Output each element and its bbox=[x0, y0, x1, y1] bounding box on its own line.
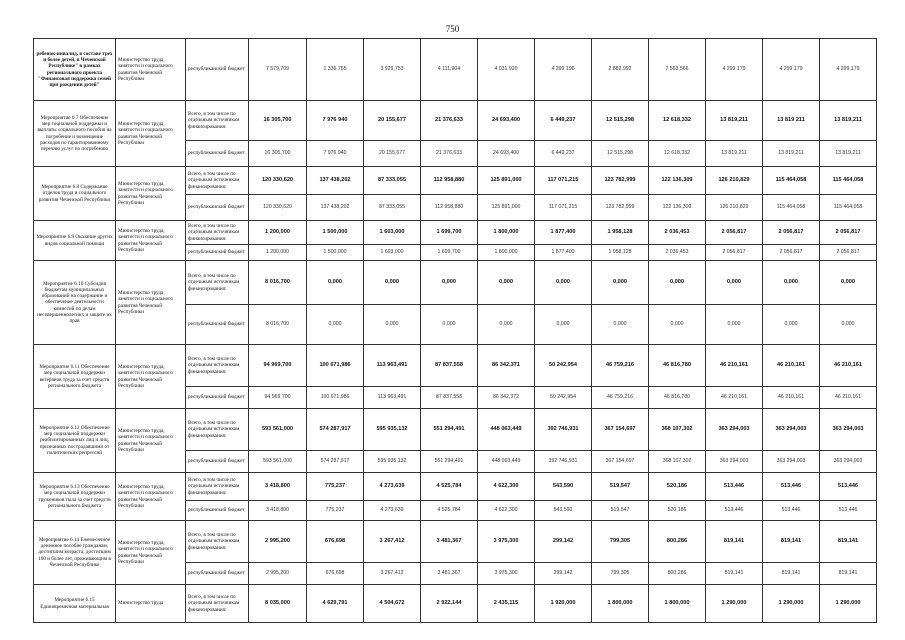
amount-cell: 819,141 bbox=[706, 563, 763, 585]
amount-cell: 7 976 940 bbox=[307, 141, 364, 167]
amount-cell: 94 969,700 bbox=[249, 387, 307, 409]
amount-cell: 1 800,000 bbox=[649, 585, 706, 623]
amount-cell: 1 336 765 bbox=[307, 39, 364, 101]
executor-cell: Министерство труда, занятости и социального развития Чеченской Республики bbox=[116, 473, 186, 521]
table-row bbox=[34, 101, 877, 141]
amount-cell: 0,000 bbox=[706, 261, 763, 305]
amount-cell: 4 525,784 bbox=[421, 473, 478, 501]
amount-cell: 86 342,372 bbox=[478, 387, 535, 409]
amount-cell: 800,286 bbox=[649, 563, 706, 585]
amount-cell: 13 819 211 bbox=[763, 101, 820, 141]
amount-cell: 0,000 bbox=[421, 261, 478, 305]
amount-cell: 775,237 bbox=[307, 501, 364, 521]
amount-cell: 13 819,211 bbox=[820, 101, 877, 141]
amount-cell: 2 036,453 bbox=[649, 245, 706, 261]
amount-cell: 87 333,055 bbox=[364, 167, 421, 195]
amount-cell: 112 958,880 bbox=[421, 195, 478, 221]
amount-cell: 1 603,000 bbox=[364, 245, 421, 261]
amount-cell: 112 958,880 bbox=[421, 167, 478, 195]
amount-cell: 513,446 bbox=[706, 473, 763, 501]
event-cell: Мероприятие 6.14 Ежемесячное денежное пособие гражданам, достигшим возраста, достигшим 100 и более лет, проживающим в Чеченской Республике bbox=[34, 521, 116, 585]
amount-cell: 122 136,309 bbox=[649, 167, 706, 195]
amount-cell: 595 935,132 bbox=[364, 451, 421, 473]
amount-cell: 4 525,784 bbox=[421, 501, 478, 521]
amount-cell: 4 504,672 bbox=[364, 585, 421, 623]
amount-cell: 12 618,332 bbox=[649, 101, 706, 141]
amount-cell: 368 107,302 bbox=[649, 451, 706, 473]
amount-cell: 16 305,700 bbox=[249, 141, 307, 167]
amount-cell: 819,141 bbox=[706, 521, 763, 563]
amount-cell: 392 746,931 bbox=[535, 451, 592, 473]
amount-cell: 0,000 bbox=[421, 305, 478, 345]
amount-cell: 21 376,633 bbox=[421, 101, 478, 141]
amount-cell: 46 210,161 bbox=[706, 387, 763, 409]
amount-cell: 87 837,558 bbox=[421, 387, 478, 409]
amount-cell: 1 500,000 bbox=[307, 245, 364, 261]
amount-cell: 363 294,003 bbox=[820, 409, 877, 451]
funding-source-cell: республиканский бюджет bbox=[186, 245, 249, 261]
page-number: 750 bbox=[445, 24, 460, 34]
amount-cell: 593 561,000 bbox=[249, 409, 307, 451]
amount-cell: 799,305 bbox=[592, 563, 649, 585]
amount-cell: 0,000 bbox=[535, 261, 592, 305]
amount-cell: 115 464,058 bbox=[820, 167, 877, 195]
amount-cell: 3 418,800 bbox=[249, 501, 307, 521]
amount-cell: 12 515,298 bbox=[592, 101, 649, 141]
amount-cell: 574 287,917 bbox=[307, 451, 364, 473]
amount-cell: 7 579,709 bbox=[249, 39, 307, 101]
amount-cell: 46 759,216 bbox=[592, 387, 649, 409]
amount-cell: 4 299 179 bbox=[763, 39, 820, 101]
funding-source-cell: республиканский бюджет bbox=[186, 141, 249, 167]
amount-cell: 4 111,904 bbox=[421, 39, 478, 101]
amount-cell: 117 071,215 bbox=[535, 195, 592, 221]
amount-cell: 0,000 bbox=[592, 305, 649, 345]
amount-cell: 4 622,300 bbox=[478, 473, 535, 501]
amount-cell: 1 699,700 bbox=[421, 221, 478, 245]
amount-cell: 2 056,817 bbox=[820, 245, 877, 261]
event-cell: Мероприятие 6.10 Субсидия бюджетам муниципальных образований на содержание и обеспечение деятельности комиссий по делам несовершеннолетних и защите их прав bbox=[34, 261, 116, 345]
amount-cell: 126 210,829 bbox=[706, 167, 763, 195]
amount-cell: 123 782,999 bbox=[592, 167, 649, 195]
table-row bbox=[34, 345, 877, 387]
amount-cell: 551 294,491 bbox=[421, 409, 478, 451]
amount-cell: 1 800,000 bbox=[592, 585, 649, 623]
amount-cell: 100 671,986 bbox=[307, 345, 364, 387]
amount-cell: 676,698 bbox=[307, 563, 364, 585]
funding-source-cell: Всего, в том числе по отдельным источникам финансирования: bbox=[186, 473, 249, 501]
executor-cell: Министерство труда, занятости и социального развития Чеченской Республики bbox=[116, 345, 186, 409]
amount-cell: 50 242,954 bbox=[535, 345, 592, 387]
funding-source-cell: Всего, в том числе по отдельным источникам финансирования: bbox=[186, 521, 249, 563]
amount-cell: 819,141 bbox=[763, 563, 820, 585]
amount-cell: 0,000 bbox=[649, 305, 706, 345]
amount-cell: 1 699,700 bbox=[421, 245, 478, 261]
amount-cell: 0,000 bbox=[820, 305, 877, 345]
amount-cell: 520,186 bbox=[649, 473, 706, 501]
amount-cell: 2 056,817 bbox=[763, 221, 820, 245]
amount-cell: 46 816,780 bbox=[649, 387, 706, 409]
amount-cell: 46 210,161 bbox=[820, 345, 877, 387]
budget-table bbox=[33, 38, 877, 623]
amount-cell: 4 299 196 bbox=[535, 39, 592, 101]
amount-cell: 0,000 bbox=[535, 305, 592, 345]
table-row bbox=[34, 473, 877, 501]
amount-cell: 113 963,491 bbox=[364, 387, 421, 409]
amount-cell: 8 016,700 bbox=[249, 305, 307, 345]
amount-cell: 3 929,753 bbox=[364, 39, 421, 101]
amount-cell: 94 969,700 bbox=[249, 345, 307, 387]
amount-cell: 363 294,003 bbox=[763, 451, 820, 473]
amount-cell: 800,286 bbox=[649, 521, 706, 563]
amount-cell: 819,141 bbox=[820, 563, 877, 585]
amount-cell: 3 481,367 bbox=[421, 563, 478, 585]
funding-source-cell: Всего, в том числе по отдельным источникам финансирования: bbox=[186, 261, 249, 305]
amount-cell: 125 891,000 bbox=[478, 195, 535, 221]
amount-cell: 3 267,412 bbox=[364, 563, 421, 585]
amount-cell: 86 342,371 bbox=[478, 345, 535, 387]
amount-cell: 117 071,215 bbox=[535, 167, 592, 195]
amount-cell: 7 563,566 bbox=[649, 39, 706, 101]
amount-cell: 819,141 bbox=[820, 521, 877, 563]
executor-cell: Министерство труда, занятости и социального развития Чеченской Республики bbox=[116, 521, 186, 585]
amount-cell: 1 200,000 bbox=[249, 245, 307, 261]
amount-cell: 0,000 bbox=[592, 261, 649, 305]
amount-cell: 0,000 bbox=[706, 305, 763, 345]
amount-cell: 595 935,132 bbox=[364, 409, 421, 451]
amount-cell: 2 995,200 bbox=[249, 521, 307, 563]
funding-source-cell: республиканский бюджет bbox=[186, 39, 249, 101]
amount-cell: 543,590 bbox=[535, 501, 592, 521]
amount-cell: 1 958,128 bbox=[592, 245, 649, 261]
executor-cell: Министерство труда, занятости и социального развития Чеченской Республики bbox=[116, 221, 186, 261]
amount-cell: 299,142 bbox=[535, 521, 592, 563]
amount-cell: 4 273,639 bbox=[364, 501, 421, 521]
table-row bbox=[34, 585, 877, 623]
funding-source-cell: Всего, в том числе по отдельным источникам финансирования: bbox=[186, 409, 249, 451]
amount-cell: 122 136,309 bbox=[649, 195, 706, 221]
amount-cell: 0,000 bbox=[763, 305, 820, 345]
amount-cell: 137 438,202 bbox=[307, 195, 364, 221]
amount-cell: 363 294,003 bbox=[706, 409, 763, 451]
event-cell: Мероприятие 6.8 Содержание отделов труда и социального развития Чеченской Республики bbox=[34, 167, 116, 221]
amount-cell: 46 210,161 bbox=[763, 387, 820, 409]
amount-cell: 2 056,817 bbox=[706, 221, 763, 245]
amount-cell: 520,186 bbox=[649, 501, 706, 521]
amount-cell: 3 418,800 bbox=[249, 473, 307, 501]
amount-cell: 519,547 bbox=[592, 501, 649, 521]
amount-cell: 87 333,055 bbox=[364, 195, 421, 221]
amount-cell: 4 299 179 bbox=[706, 39, 763, 101]
funding-source-cell: Всего, в том числе по отдельным источникам финансирования: bbox=[186, 585, 249, 623]
amount-cell: 115 464,058 bbox=[763, 167, 820, 195]
amount-cell: 392 746,931 bbox=[535, 409, 592, 451]
amount-cell: 13 819,211 bbox=[706, 141, 763, 167]
amount-cell: 46 816,780 bbox=[649, 345, 706, 387]
amount-cell: 24 693,400 bbox=[478, 101, 535, 141]
amount-cell: 7 976 940 bbox=[307, 101, 364, 141]
executor-cell: Министерство труда, занятости и социального развития Чеченской Республики bbox=[116, 261, 186, 345]
funding-source-cell: республиканский бюджет bbox=[186, 195, 249, 221]
amount-cell: 1 877,400 bbox=[535, 221, 592, 245]
amount-cell: 0,000 bbox=[307, 305, 364, 345]
amount-cell: 2 056,817 bbox=[763, 245, 820, 261]
funding-source-cell: Всего, в том числе по отдельным источникам финансирования: bbox=[186, 101, 249, 141]
amount-cell: 363 294,003 bbox=[706, 451, 763, 473]
amount-cell: 120 330,620 bbox=[249, 195, 307, 221]
amount-cell: 2 056,817 bbox=[706, 245, 763, 261]
funding-source-cell: Всего, в том числе по отдельным источникам финансирования: bbox=[186, 221, 249, 245]
amount-cell: 6 449,237 bbox=[535, 101, 592, 141]
amount-cell: 676,698 bbox=[307, 521, 364, 563]
amount-cell: 123 782,999 bbox=[592, 195, 649, 221]
amount-cell: 2 882,992 bbox=[592, 39, 649, 101]
amount-cell: 1 290,000 bbox=[706, 585, 763, 623]
amount-cell: 367 154,697 bbox=[592, 409, 649, 451]
amount-cell: 8 016,700 bbox=[249, 261, 307, 305]
amount-cell: 4 299,179 bbox=[820, 39, 877, 101]
amount-cell: 513,446 bbox=[820, 501, 877, 521]
event-cell: Мероприятие 6.15 Единовременная материальная bbox=[34, 585, 116, 623]
amount-cell: 13 819,211 bbox=[706, 101, 763, 141]
event-cell: Мероприятие 6.9 Оказание других видов социальной помощи bbox=[34, 221, 116, 261]
amount-cell: 0,000 bbox=[820, 261, 877, 305]
amount-cell: 13 819,211 bbox=[820, 141, 877, 167]
amount-cell: 2 922,144 bbox=[421, 585, 478, 623]
amount-cell: 13 819,211 bbox=[763, 141, 820, 167]
amount-cell: 819,141 bbox=[763, 521, 820, 563]
amount-cell: 593 561,000 bbox=[249, 451, 307, 473]
amount-cell: 1 920,000 bbox=[535, 585, 592, 623]
amount-cell: 448 063,449 bbox=[478, 409, 535, 451]
amount-cell: 1 958,128 bbox=[592, 221, 649, 245]
amount-cell: 46 210,161 bbox=[706, 345, 763, 387]
amount-cell: 368 107,302 bbox=[649, 409, 706, 451]
amount-cell: 2 995,200 bbox=[249, 563, 307, 585]
amount-cell: 299,142 bbox=[535, 563, 592, 585]
table-row bbox=[34, 521, 877, 563]
amount-cell: 12 618,332 bbox=[649, 141, 706, 167]
amount-cell: 2 036,453 bbox=[649, 221, 706, 245]
amount-cell: 1 290,000 bbox=[763, 585, 820, 623]
amount-cell: 0,000 bbox=[478, 261, 535, 305]
amount-cell: 3 267,412 bbox=[364, 521, 421, 563]
funding-source-cell: Всего, в том числе по отдельным источникам финансирования: bbox=[186, 167, 249, 195]
amount-cell: 3 481,367 bbox=[421, 521, 478, 563]
amount-cell: 24 693,400 bbox=[478, 141, 535, 167]
amount-cell: 87 837,558 bbox=[421, 345, 478, 387]
amount-cell: 1 500,000 bbox=[307, 221, 364, 245]
amount-cell: 20 155,677 bbox=[364, 101, 421, 141]
event-cell: Мероприятие 6.13 Обеспечение мер социальной поддержки тружеников тыла за счет средств регионального бюджета bbox=[34, 473, 116, 521]
amount-cell: 0,000 bbox=[763, 261, 820, 305]
amount-cell: 20 155,677 bbox=[364, 141, 421, 167]
amount-cell: 363 294,003 bbox=[763, 409, 820, 451]
amount-cell: 4 629,791 bbox=[307, 585, 364, 623]
event-cell: Мероприятие 6.7 Обеспечение мер социальной поддержки и выплаты социального пособия на погребение и возмещение расходов по гарантированному перечню услуг по погребению bbox=[34, 101, 116, 167]
amount-cell: 21 376,633 bbox=[421, 141, 478, 167]
amount-cell: 46 759,216 bbox=[592, 345, 649, 387]
amount-cell: 8 035,000 bbox=[249, 585, 307, 623]
amount-cell: 0,000 bbox=[307, 261, 364, 305]
amount-cell: 0,000 bbox=[649, 261, 706, 305]
funding-source-cell: республиканский бюджет bbox=[186, 451, 249, 473]
amount-cell: 120 330,620 bbox=[249, 167, 307, 195]
executor-cell: Министерство труда, занятости и социального развития Чеченской Республики bbox=[116, 167, 186, 221]
amount-cell: 448 063,449 bbox=[478, 451, 535, 473]
amount-cell: 3 975,300 bbox=[478, 563, 535, 585]
amount-cell: 513,446 bbox=[763, 501, 820, 521]
amount-cell: 6 449,237 bbox=[535, 141, 592, 167]
table-row bbox=[34, 167, 877, 195]
table-row bbox=[34, 39, 877, 101]
amount-cell: 115 464,058 bbox=[763, 195, 820, 221]
amount-cell: 46 210,161 bbox=[763, 345, 820, 387]
amount-cell: 2 435,115 bbox=[478, 585, 535, 623]
event-cell: ребенок-инвалид, в составе трех и более детей, в Чеченской Республике" в рамках регионального проекта "Финансовая поддержка семей при рождении детей" bbox=[34, 39, 116, 101]
amount-cell: 100 671,986 bbox=[307, 387, 364, 409]
amount-cell: 0,000 bbox=[478, 305, 535, 345]
amount-cell: 137 438,202 bbox=[307, 167, 364, 195]
amount-cell: 551 294,491 bbox=[421, 451, 478, 473]
funding-source-cell: республиканский бюджет bbox=[186, 563, 249, 585]
amount-cell: 0,000 bbox=[364, 261, 421, 305]
amount-cell: 4 031 920 bbox=[478, 39, 535, 101]
table-row bbox=[34, 261, 877, 305]
amount-cell: 513,446 bbox=[820, 473, 877, 501]
amount-cell: 16 305,700 bbox=[249, 101, 307, 141]
amount-cell: 50 242,954 bbox=[535, 387, 592, 409]
amount-cell: 0,000 bbox=[364, 305, 421, 345]
amount-cell: 799,305 bbox=[592, 521, 649, 563]
amount-cell: 12 515,298 bbox=[592, 141, 649, 167]
table-body bbox=[34, 39, 877, 623]
amount-cell: 513,446 bbox=[706, 501, 763, 521]
executor-cell: Министерство труда, занятости и социального развития Чеченской Республики bbox=[116, 39, 186, 101]
amount-cell: 4 273,639 bbox=[364, 473, 421, 501]
executor-cell: Министерство труда bbox=[116, 585, 186, 623]
table-row bbox=[34, 221, 877, 245]
amount-cell: 574 287,917 bbox=[307, 409, 364, 451]
amount-cell: 1 290,000 bbox=[820, 585, 877, 623]
amount-cell: 46 210,161 bbox=[820, 387, 877, 409]
amount-cell: 126 210,829 bbox=[706, 195, 763, 221]
amount-cell: 513,446 bbox=[763, 473, 820, 501]
amount-cell: 1 877,400 bbox=[535, 245, 592, 261]
event-cell: Мероприятие 6.11 Обеспечение мер социальной поддержки ветеранов труда за счет средств регионального бюджета bbox=[34, 345, 116, 409]
amount-cell: 125 891,000 bbox=[478, 167, 535, 195]
amount-cell: 1 200,000 bbox=[249, 221, 307, 245]
amount-cell: 1 800,000 bbox=[478, 245, 535, 261]
amount-cell: 367 154,697 bbox=[592, 451, 649, 473]
executor-cell: Министерство труда, занятости и социального развития Чеченской Республики bbox=[116, 409, 186, 473]
amount-cell: 3 975,300 bbox=[478, 521, 535, 563]
table-row bbox=[34, 409, 877, 451]
amount-cell: 4 622,300 bbox=[478, 501, 535, 521]
amount-cell: 519,547 bbox=[592, 473, 649, 501]
amount-cell: 1 800,000 bbox=[478, 221, 535, 245]
funding-source-cell: республиканский бюджет bbox=[186, 305, 249, 345]
amount-cell: 1 603,000 bbox=[364, 221, 421, 245]
amount-cell: 363 294,003 bbox=[820, 451, 877, 473]
amount-cell: 543,590 bbox=[535, 473, 592, 501]
funding-source-cell: Всего, в том числе по отдельным источникам финансирования: bbox=[186, 345, 249, 387]
event-cell: Мероприятие 6.12 Обеспечение мер социальной поддержки реабилитированных лиц и лиц, признанных пострадавшими от политических репрессий bbox=[34, 409, 116, 473]
executor-cell: Министерство труда, занятости и социального развития Чеченской Республики bbox=[116, 101, 186, 167]
funding-source-cell: республиканский бюджет bbox=[186, 387, 249, 409]
amount-cell: 115 464,058 bbox=[820, 195, 877, 221]
funding-source-cell: республиканский бюджет bbox=[186, 501, 249, 521]
amount-cell: 113 963,491 bbox=[364, 345, 421, 387]
amount-cell: 2 056,817 bbox=[820, 221, 877, 245]
amount-cell: 775,237 bbox=[307, 473, 364, 501]
